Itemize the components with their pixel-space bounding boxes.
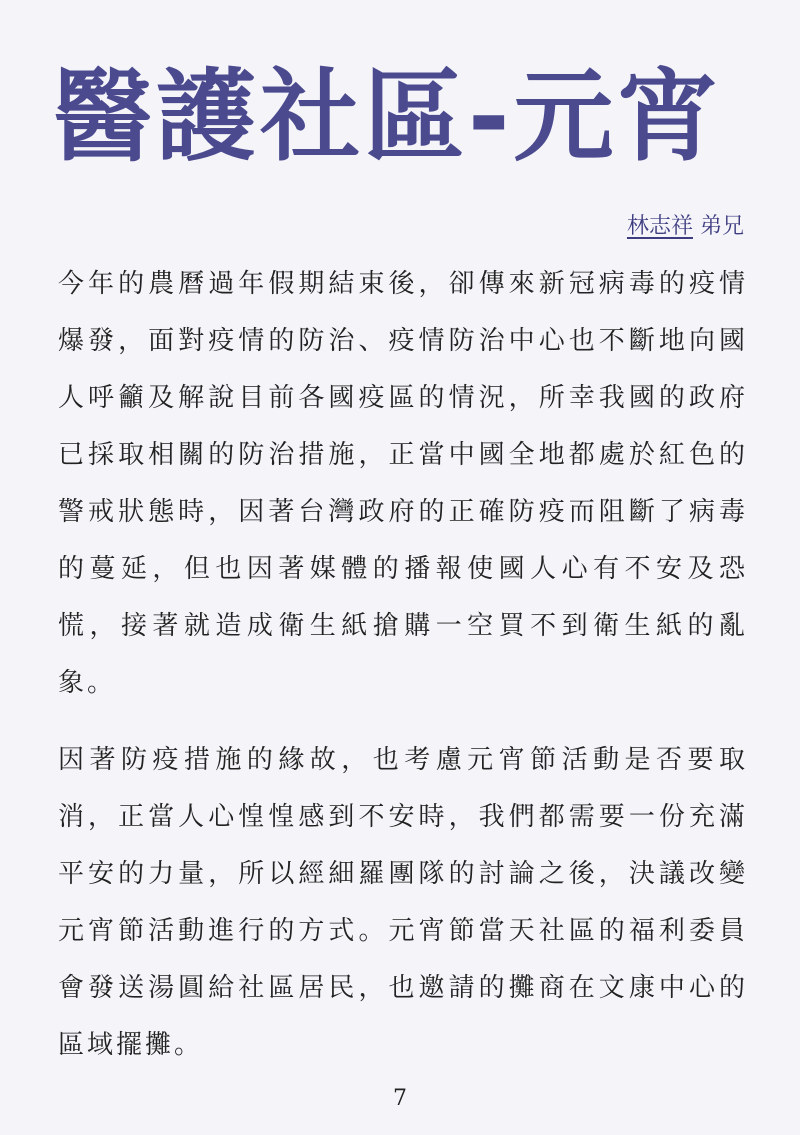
- author-suffix: 弟兄: [699, 214, 744, 239]
- author-name: 林志祥: [626, 214, 693, 239]
- paragraph-1: 今年的農曆過年假期結束後，卻傳來新冠病毒的疫情爆發，面對疫情的防治、疫情防治中心也不斷地向國人呼籲及解說目前各國疫區的情況，所幸我國的政府已採取相關的防治措施，正當中國全地都處於紅色的警戒狀態時，因著台灣政府的正確防疫而阻斷了病毒的蔓延，但也因著媒體的播報使國人心有不安及恐慌，接著就造成衛生紙搶購一空買不到衛生紙的亂象。: [58, 269, 748, 698]
- page-number: 7: [393, 1086, 407, 1111]
- article-body: [58, 256, 748, 1074]
- page-title: 醫護社區-元宵: [52, 58, 722, 175]
- paragraph-2: 因著防疫措施的緣故，也考慮元宵節活動是否要取消，正當人心惶惶感到不安時，我們都需要一份充滿平安的力量，所以經細羅團隊的討論之後，決議改變元宵節活動進行的方式。元宵節當天社區的福利委員會發送湯圓給社區居民，也邀請的攤商在文康中心的區域擺攤。: [58, 745, 748, 1060]
- author-line: [627, 212, 744, 242]
